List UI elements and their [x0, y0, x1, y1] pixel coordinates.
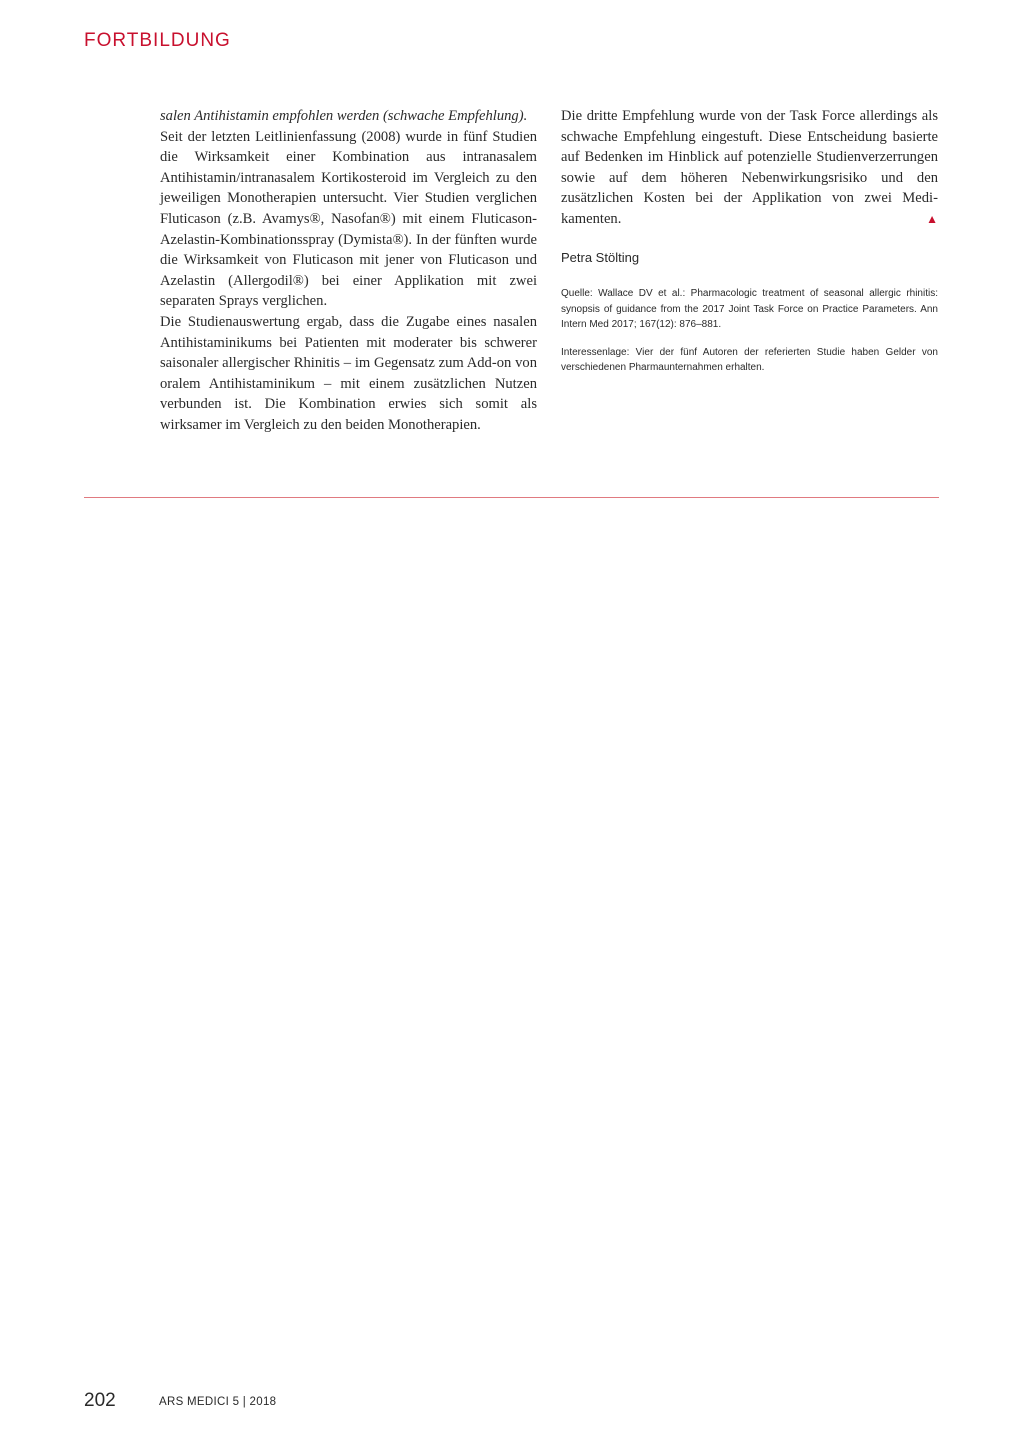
article-right-column	[561, 106, 938, 376]
section-heading: FORTBILDUNG	[84, 30, 231, 51]
end-of-article-triangle-icon: ▲	[926, 211, 938, 226]
paragraph-recommendation-text: Die dritte Empfehlung wurde von der Task Force allerdings als schwache Empfehlung eingestuft. Diese Entscheidung basierte auf Bedenken im Hinblick auf potenzielle Studienverzerrungen sowie auf dem höheren Nebenwirkungsrisiko und den zusätzlichen Kosten bei der Applikation von zwei Medikamenten.	[561, 108, 938, 227]
paragraph-recommendation	[561, 106, 938, 230]
paragraph-studies: Seit der letzten Leitlinienfassung (2008) wurde in fünf Studien die Wirksamkeit einer Kombination aus intranasalem Antihistamin/intranasalem Kortikosteroid im Vergleich zu den jeweiligen Monotherapien untersucht. Vier Studien verglichen Fluticason (z.B. Avamys®, Nasofan®) mit einem Fluticason-Azelastin-Kombinationsspray (Dymista®). In der fünften wurde die Wirksamkeit von Fluticason mit jener von Fluticason und Azelastin (Allergodil®) bei einer Applikation mit zwei separaten Sprays verglichen.	[160, 128, 537, 310]
author-name: Petra Stölting	[561, 249, 640, 265]
page-number: 202	[84, 1390, 116, 1411]
paragraph-evaluation: Die Studienauswertung ergab, dass die Zugabe eines nasalen Antihistaminikums bei Patienten mit moderater bis schwerer saisonaler allergischer Rhinitis – im Gegensatz zum Add-on von oralem Antihistaminikum – mit einem zusätzlichen Nutzen verbunden ist. Die Kombination erwies sich somit als wirksamer im Vergleich zu den beiden Monotherapien.	[160, 313, 537, 433]
source-reference: Quelle: Wallace DV et al.: Pharmacologic treatment of seasonal allergic rhinitis: synopsis of guidance from the 2017 Joint Task Force on Practice Parameters. Ann Intern Med 2017; 167(12): 876–881.	[561, 288, 938, 331]
section-divider	[84, 497, 939, 498]
paragraph-continuation: salen Antihistamin empfohlen werden (schwache Empfehlung).	[160, 108, 528, 124]
conflict-of-interest: Interessenlage: Vier der fünf Autoren der referierten Studie haben Gelder von verschiedenen Pharmaunternahmen erhalten.	[561, 346, 938, 374]
journal-issue: ARS MEDICI 5 | 2018	[159, 1396, 277, 1408]
article-left-column	[160, 106, 537, 436]
